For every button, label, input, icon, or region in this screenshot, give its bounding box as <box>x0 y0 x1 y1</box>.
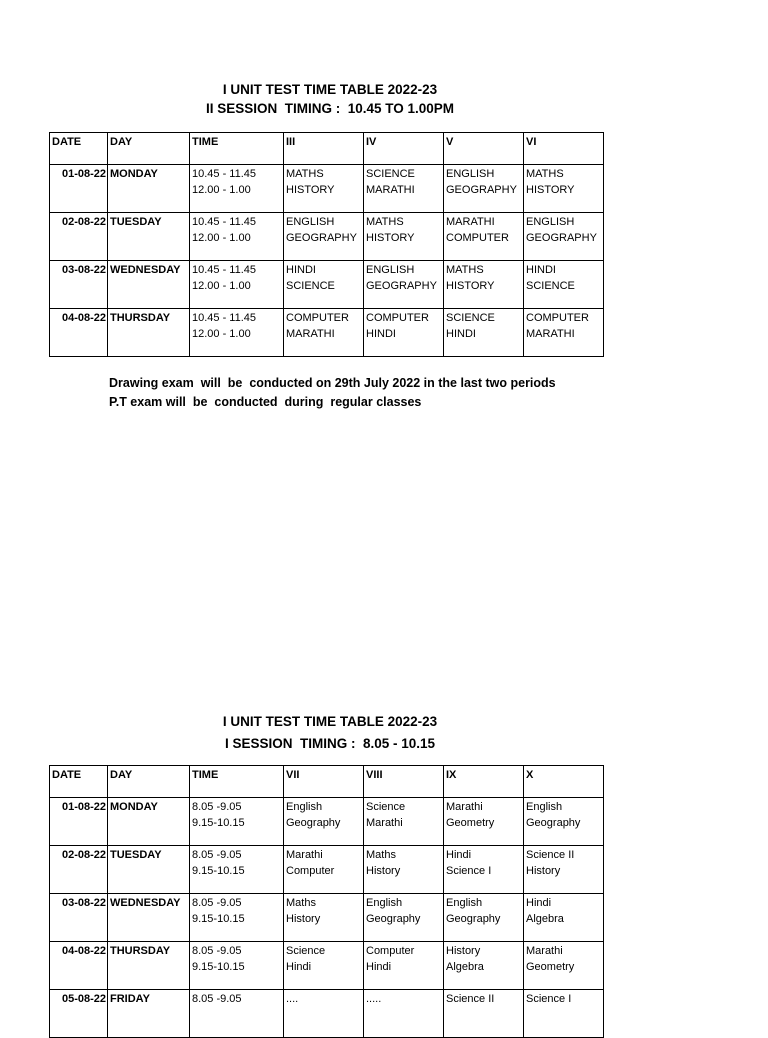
subject-name: HISTORY <box>446 280 495 292</box>
subject-name: GEOGRAPHY <box>286 232 357 244</box>
subject-name: HISTORY <box>526 184 575 196</box>
time-cell <box>190 942 284 990</box>
date-cell: 01-08-22 <box>50 165 108 213</box>
day-cell: MONDAY <box>108 165 190 213</box>
subject-name: Maths <box>286 897 316 909</box>
subject-name: Marathi <box>446 801 483 813</box>
time-slot: 8.05 -9.05 <box>192 945 242 957</box>
time-slot: 9.15-10.15 <box>192 817 245 829</box>
subject-name: English <box>366 897 403 909</box>
subject-name: HINDI <box>526 264 556 276</box>
subject-name: Marathi <box>366 817 403 829</box>
day-cell: TUESDAY <box>108 213 190 261</box>
column-header: IX <box>444 766 524 798</box>
table-row <box>50 309 604 357</box>
session1-title: I UNIT TEST TIME TABLE 2022-23 <box>222 714 438 729</box>
subject-name: English <box>446 897 483 909</box>
subject-name: .... <box>286 993 299 1005</box>
date-cell: 04-08-22 <box>50 942 108 990</box>
time-slot: 12.00 - 1.00 <box>192 184 251 196</box>
subject-cell <box>364 990 444 1038</box>
subject-name: ENGLISH <box>286 216 335 228</box>
subject-name: COMPUTER <box>446 232 509 244</box>
time-slot: 9.15-10.15 <box>192 913 245 925</box>
subject-name: History <box>286 913 321 925</box>
time-slot: 10.45 - 11.45 <box>192 264 257 276</box>
subject-name: Marathi <box>526 945 563 957</box>
subject-cell <box>444 846 524 894</box>
date-cell: 02-08-22 <box>50 846 108 894</box>
drawing-exam-note: Drawing exam will be conducted on 29th July 2022 in the last two periods <box>109 376 556 390</box>
subject-name: Science I <box>446 865 492 877</box>
subject-name: History <box>526 865 561 877</box>
time-slot: 9.15-10.15 <box>192 961 245 973</box>
subject-name: Geometry <box>446 817 495 829</box>
time-cell <box>190 846 284 894</box>
time-slot: 8.05 -9.05 <box>192 993 242 1005</box>
subject-name: HISTORY <box>366 232 415 244</box>
subject-name: ENGLISH <box>526 216 575 228</box>
subject-cell <box>364 165 444 213</box>
subject-name: HINDI <box>446 328 476 340</box>
subject-cell <box>364 309 444 357</box>
subject-cell <box>524 165 604 213</box>
subject-cell <box>524 309 604 357</box>
date-cell: 04-08-22 <box>50 309 108 357</box>
session2-title: I UNIT TEST TIME TABLE 2022-23 <box>222 82 438 97</box>
time-slot: 8.05 -9.05 <box>192 897 242 909</box>
subject-name: Computer <box>366 945 415 957</box>
subject-name: ..... <box>366 993 382 1005</box>
subject-name: MARATHI <box>526 328 575 340</box>
subject-name: History <box>446 945 481 957</box>
column-header: DATE <box>50 133 108 165</box>
subject-cell <box>524 990 604 1038</box>
subject-name: SCIENCE <box>366 168 415 180</box>
column-header: DAY <box>108 766 190 798</box>
subject-name: Geography <box>526 817 581 829</box>
subject-name: Computer <box>286 865 335 877</box>
subject-cell <box>364 798 444 846</box>
subject-name: MATHS <box>446 264 484 276</box>
time-slot: 10.45 - 11.45 <box>192 312 257 324</box>
subject-name: Science I <box>526 993 572 1005</box>
subject-name: Science II <box>446 993 495 1005</box>
subject-cell <box>364 942 444 990</box>
subject-name: Hindi <box>446 849 472 861</box>
subject-cell <box>364 213 444 261</box>
subject-name: Geography <box>366 913 421 925</box>
day-cell: THURSDAY <box>108 942 190 990</box>
subject-cell <box>524 894 604 942</box>
subject-name: HINDI <box>366 328 396 340</box>
subject-cell <box>444 309 524 357</box>
time-slot: 10.45 - 11.45 <box>192 168 257 180</box>
subject-cell <box>444 894 524 942</box>
subject-name: SCIENCE <box>446 312 495 324</box>
subject-name: SCIENCE <box>286 280 335 292</box>
table-row <box>50 990 604 1038</box>
day-cell: THURSDAY <box>108 309 190 357</box>
table-row <box>50 894 604 942</box>
column-header: X <box>524 766 604 798</box>
day-cell: TUESDAY <box>108 846 190 894</box>
session2-timetable <box>49 132 604 357</box>
subject-name: Marathi <box>286 849 323 861</box>
subject-cell <box>284 846 364 894</box>
subject-name: English <box>526 801 563 813</box>
subject-cell <box>284 798 364 846</box>
table-row <box>50 165 604 213</box>
subject-name: Science <box>366 801 406 813</box>
subject-name: HINDI <box>286 264 316 276</box>
subject-name: GEOGRAPHY <box>446 184 517 196</box>
subject-name: ENGLISH <box>366 264 415 276</box>
subject-name: GEOGRAPHY <box>366 280 437 292</box>
date-cell: 03-08-22 <box>50 894 108 942</box>
column-header: VI <box>524 133 604 165</box>
subject-name: COMPUTER <box>366 312 429 324</box>
subject-cell <box>284 261 364 309</box>
table-row <box>50 261 604 309</box>
table-row <box>50 846 604 894</box>
subject-name: GEOGRAPHY <box>526 232 597 244</box>
column-header: TIME <box>190 766 284 798</box>
subject-cell <box>524 798 604 846</box>
column-header: TIME <box>190 133 284 165</box>
column-header: VII <box>284 766 364 798</box>
subject-name: Geometry <box>526 961 575 973</box>
subject-cell <box>364 894 444 942</box>
table-row <box>50 798 604 846</box>
subject-name: Hindi <box>526 897 552 909</box>
subject-name: MARATHI <box>286 328 335 340</box>
subject-name: Hindi <box>366 961 392 973</box>
subject-cell <box>284 165 364 213</box>
date-cell: 05-08-22 <box>50 990 108 1038</box>
subject-name: English <box>286 801 323 813</box>
subject-name: SCIENCE <box>526 280 575 292</box>
subject-name: Maths <box>366 849 396 861</box>
column-header: DAY <box>108 133 190 165</box>
time-cell <box>190 261 284 309</box>
subject-cell <box>444 942 524 990</box>
subject-name: COMPUTER <box>286 312 349 324</box>
subject-name: MARATHI <box>366 184 415 196</box>
subject-name: ENGLISH <box>446 168 495 180</box>
subject-name: Algebra <box>526 913 564 925</box>
time-slot: 8.05 -9.05 <box>192 801 242 813</box>
subject-cell <box>364 261 444 309</box>
subject-name: MATHS <box>286 168 324 180</box>
day-cell: WEDNESDAY <box>108 261 190 309</box>
column-header: DATE <box>50 766 108 798</box>
time-cell <box>190 165 284 213</box>
column-header: IV <box>364 133 444 165</box>
subject-cell <box>444 213 524 261</box>
subject-cell <box>444 798 524 846</box>
time-slot: 10.45 - 11.45 <box>192 216 257 228</box>
time-cell <box>190 990 284 1038</box>
table-row <box>50 213 604 261</box>
subject-name: Science <box>286 945 326 957</box>
pt-exam-note: P.T exam will be conducted during regular classes <box>109 395 422 409</box>
day-cell: MONDAY <box>108 798 190 846</box>
subject-cell <box>524 942 604 990</box>
session1-timetable <box>49 765 604 1038</box>
subject-cell <box>284 990 364 1038</box>
column-header: III <box>284 133 364 165</box>
subject-name: COMPUTER <box>526 312 589 324</box>
time-slot: 12.00 - 1.00 <box>192 280 251 292</box>
subject-name: MATHS <box>526 168 564 180</box>
subject-cell <box>364 846 444 894</box>
time-cell <box>190 798 284 846</box>
subject-name: Science II <box>526 849 575 861</box>
subject-name: MATHS <box>366 216 404 228</box>
subject-cell <box>524 213 604 261</box>
date-cell: 01-08-22 <box>50 798 108 846</box>
subject-name: Algebra <box>446 961 484 973</box>
subject-name: Geography <box>286 817 341 829</box>
subject-cell <box>284 894 364 942</box>
subject-cell <box>444 990 524 1038</box>
subject-name: History <box>366 865 401 877</box>
day-cell: FRIDAY <box>108 990 190 1038</box>
time-cell <box>190 309 284 357</box>
time-cell <box>190 213 284 261</box>
column-header: VIII <box>364 766 444 798</box>
header-row <box>50 133 604 165</box>
time-slot: 8.05 -9.05 <box>192 849 242 861</box>
subject-cell <box>284 309 364 357</box>
time-slot: 9.15-10.15 <box>192 865 245 877</box>
subject-cell <box>444 261 524 309</box>
header-row <box>50 766 604 798</box>
time-slot: 12.00 - 1.00 <box>192 232 251 244</box>
session2-timing: II SESSION TIMING : 10.45 TO 1.00PM <box>205 101 455 116</box>
day-cell: WEDNESDAY <box>108 894 190 942</box>
subject-cell <box>444 165 524 213</box>
subject-cell <box>284 942 364 990</box>
subject-cell <box>524 261 604 309</box>
session1-timing: I SESSION TIMING : 8.05 - 10.15 <box>224 736 436 751</box>
date-cell: 03-08-22 <box>50 261 108 309</box>
subject-cell <box>524 846 604 894</box>
subject-name: HISTORY <box>286 184 335 196</box>
date-cell: 02-08-22 <box>50 213 108 261</box>
time-slot: 12.00 - 1.00 <box>192 328 251 340</box>
column-header: V <box>444 133 524 165</box>
subject-name: Hindi <box>286 961 312 973</box>
subject-name: MARATHI <box>446 216 495 228</box>
time-cell <box>190 894 284 942</box>
table-row <box>50 942 604 990</box>
subject-cell <box>284 213 364 261</box>
subject-name: Geography <box>446 913 501 925</box>
